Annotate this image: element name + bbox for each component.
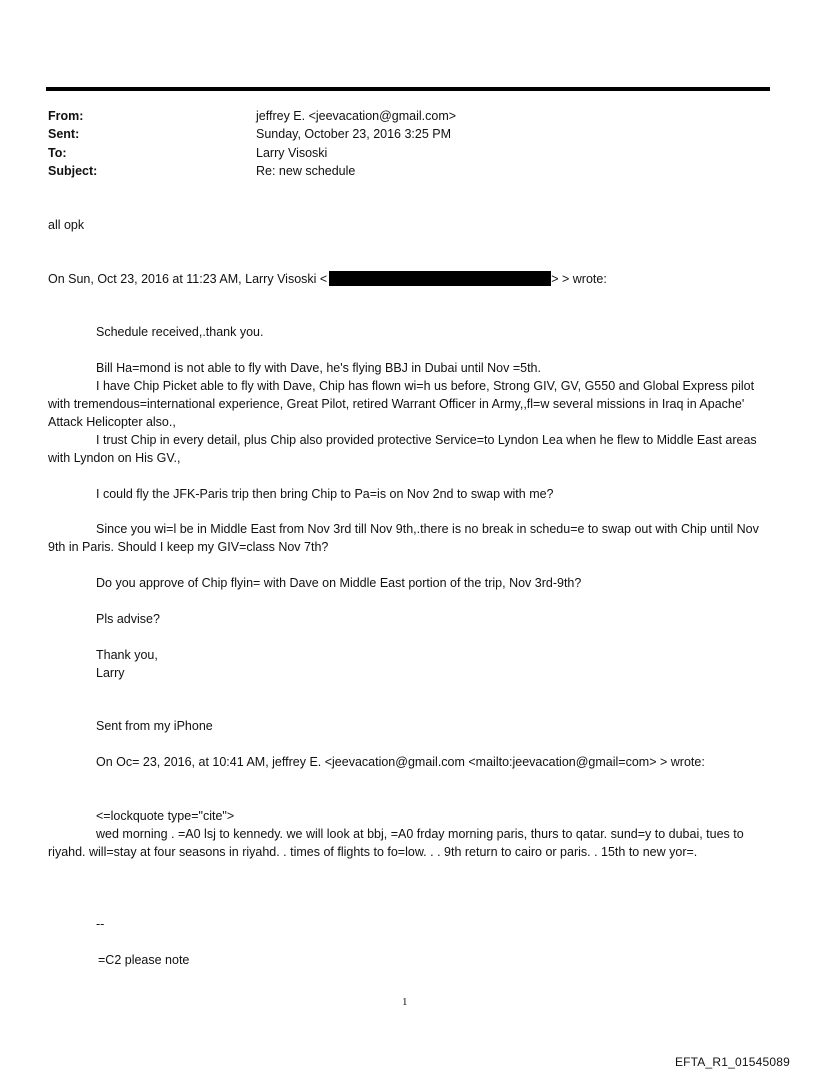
- quote-intro: [48, 270, 607, 288]
- paragraph: I trust Chip in every detail, plus Chip also provided protective Service=to Lyndon Lea when he flew to Middle East areas with Lyndon on His GV.,: [48, 433, 757, 465]
- from-value: jeffrey E. <jeevacation@gmail.com>: [256, 109, 457, 123]
- signature-name: Larry: [96, 666, 125, 680]
- quote-intro-end: > > wrote:: [551, 272, 607, 286]
- document-id: EFTA_R1_01545089: [674, 1055, 790, 1069]
- blockquote-tag: <=lockquote type="cite">: [96, 809, 235, 823]
- from-label: From:: [48, 109, 84, 123]
- to-value: Larry Visoski: [256, 146, 328, 160]
- paragraph: Bill Ha=mond is not able to fly with Dave, he's flying BBJ in Dubai until Nov =5th.: [96, 361, 541, 375]
- subject-label: Subject:: [48, 164, 98, 178]
- paragraph: Since you wi=l be in Middle East from Nov 3rd till Nov 9th,.there is no break in schedu=e to swap out with Chip until Nov 9th in Paris. Should I keep my GIV=class Nov 7th?: [48, 522, 759, 554]
- subject-value: Re: new schedule: [256, 164, 356, 178]
- paragraph: Pls advise?: [96, 612, 160, 626]
- paragraph: I have Chip Picket able to fly with Dave, Chip has flown wi=h us before, Strong GIV, GV, G550 and Global Express pilot with tremendous=international experience, Great Pilot, retired Warrant Officer in Army,,fl=w several missions in Iraq in Apache' Attack Helicopter also.,: [48, 379, 755, 429]
- page-number: 1: [402, 996, 408, 1008]
- to-label: To:: [48, 146, 67, 160]
- quoted-message: wed morning . =A0 lsj to kennedy. we will look at bbj, =A0 frday morning paris, thurs to qatar. sund=y to dubai, tues to riyahd. will=stay at four seasons in riyahd. . times of flights to fo=low. . . 9th return to cairo or paris. . 15th to new yor=.: [48, 827, 744, 859]
- sent-label: Sent:: [48, 127, 80, 141]
- header-rule: [46, 87, 770, 91]
- paragraph: I could fly the JFK-Paris trip then bring Chip to Pa=is on Nov 2nd to swap with me?: [96, 487, 554, 501]
- note-line: =C2 please note: [98, 953, 190, 967]
- redaction-bar: [329, 271, 551, 286]
- signature-separator: --: [96, 917, 105, 931]
- quote-intro-start: On Sun, Oct 23, 2016 at 11:23 AM, Larry Visoski <: [48, 272, 328, 286]
- quoted-intro: On Oc= 23, 2016, at 10:41 AM, jeffrey E. <jeevacation@gmail.com <mailto:jeevacation@gmail=com> > wrote:: [96, 755, 705, 769]
- sign-off: Thank you,: [96, 648, 158, 662]
- paragraph: Do you approve of Chip flyin= with Dave on Middle East portion of the trip, Nov 3rd-9th?: [96, 576, 582, 590]
- sent-from: Sent from my iPhone: [96, 719, 213, 733]
- sent-value: Sunday, October 23, 2016 3:25 PM: [256, 127, 452, 141]
- reply-text: all opk: [48, 218, 85, 232]
- paragraph: Schedule received,.thank you.: [96, 325, 264, 339]
